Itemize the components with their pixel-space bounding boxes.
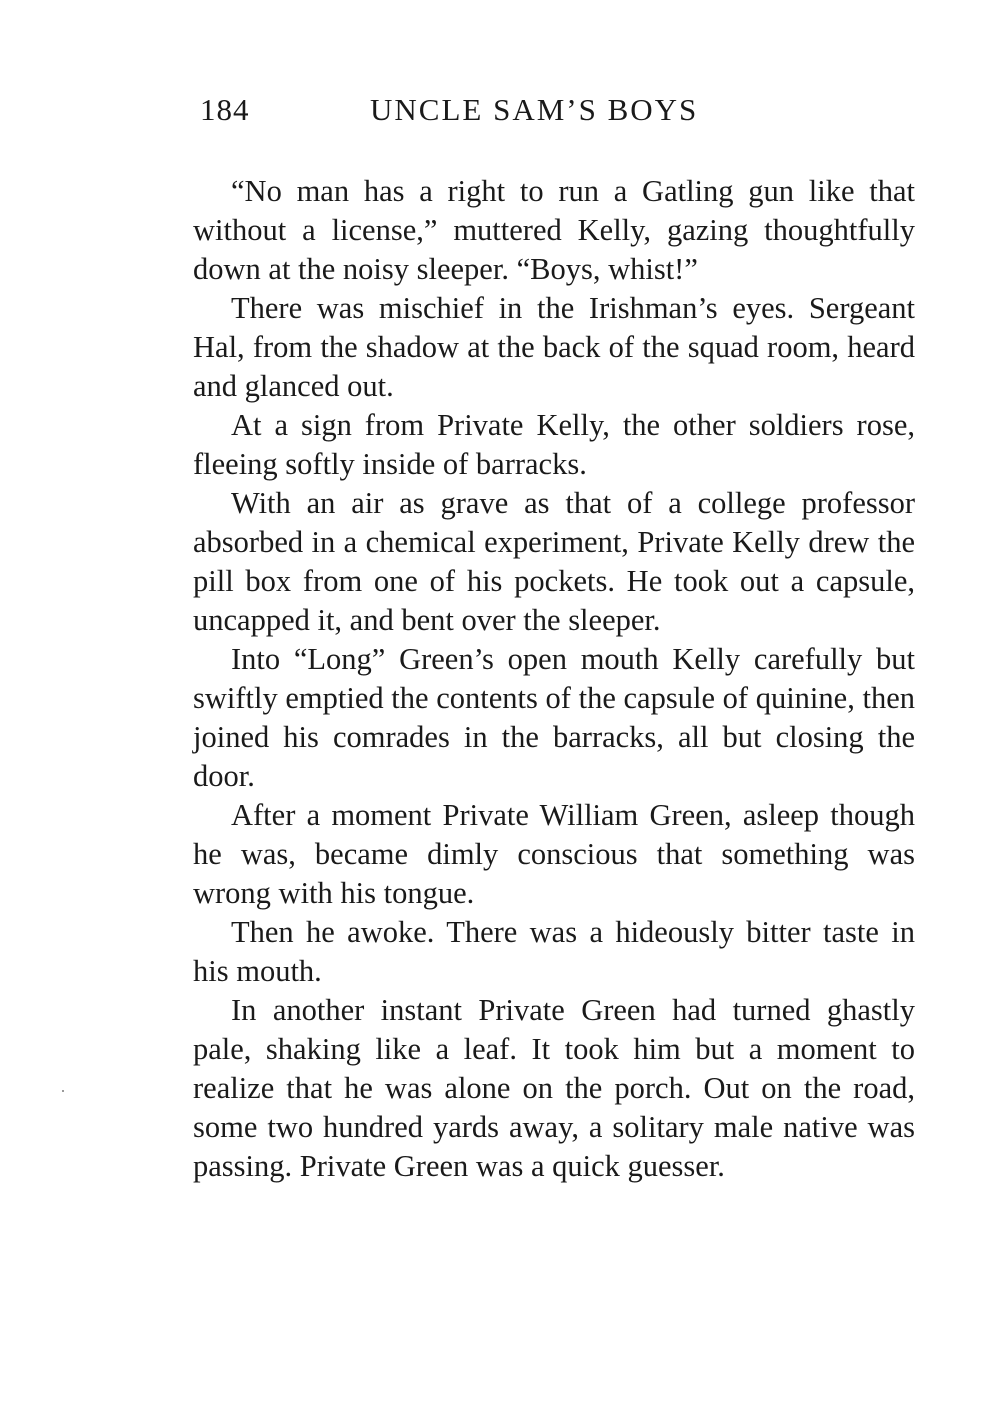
paragraph-8: In another instant Private Green had turned ghastly pale, shaking like a leaf. It took him but a moment to realize that he was alone on the porch. Out on the road, some two hundred yards away, a solitary male native was passing. Private Green was a quick guesser. [193,993,915,1183]
paragraph-7: Then he awoke. There was a hideously bitter taste in his mouth. [193,915,915,988]
running-head [200,92,760,132]
page-number: 184 [200,92,250,127]
body-text [193,172,915,1186]
paragraph-4: With an air as grave as that of a college professor absorbed in a chemical experiment, Private Kelly drew the pill box from one of his pockets. He took out a capsule, uncapped it, and bent over the sleeper. [193,486,915,637]
paragraph-1: “No man has a right to run a Gatling gun like that without a license,” muttered Kelly, gazing thoughtfully down at the noisy sleeper. “Boys, whist!” [193,174,915,286]
paragraph-5: Into “Long” Green’s open mouth Kelly carefully but swiftly emptied the contents of the capsule of quinine, then joined his comrades in the barracks, all but closing the door. [193,642,915,793]
paragraph-6: After a moment Private William Green, asleep though he was, became dimly conscious that something was wrong with his tongue. [193,798,915,910]
running-title: UNCLE SAM’S BOYS [370,92,699,127]
paragraph-2: There was mischief in the Irishman’s eyes. Sergeant Hal, from the shadow at the back of the squad room, heard and glanced out. [193,291,915,403]
scan-speck [62,1090,64,1092]
paragraph-3: At a sign from Private Kelly, the other soldiers rose, fleeing softly inside of barracks. [193,408,915,481]
